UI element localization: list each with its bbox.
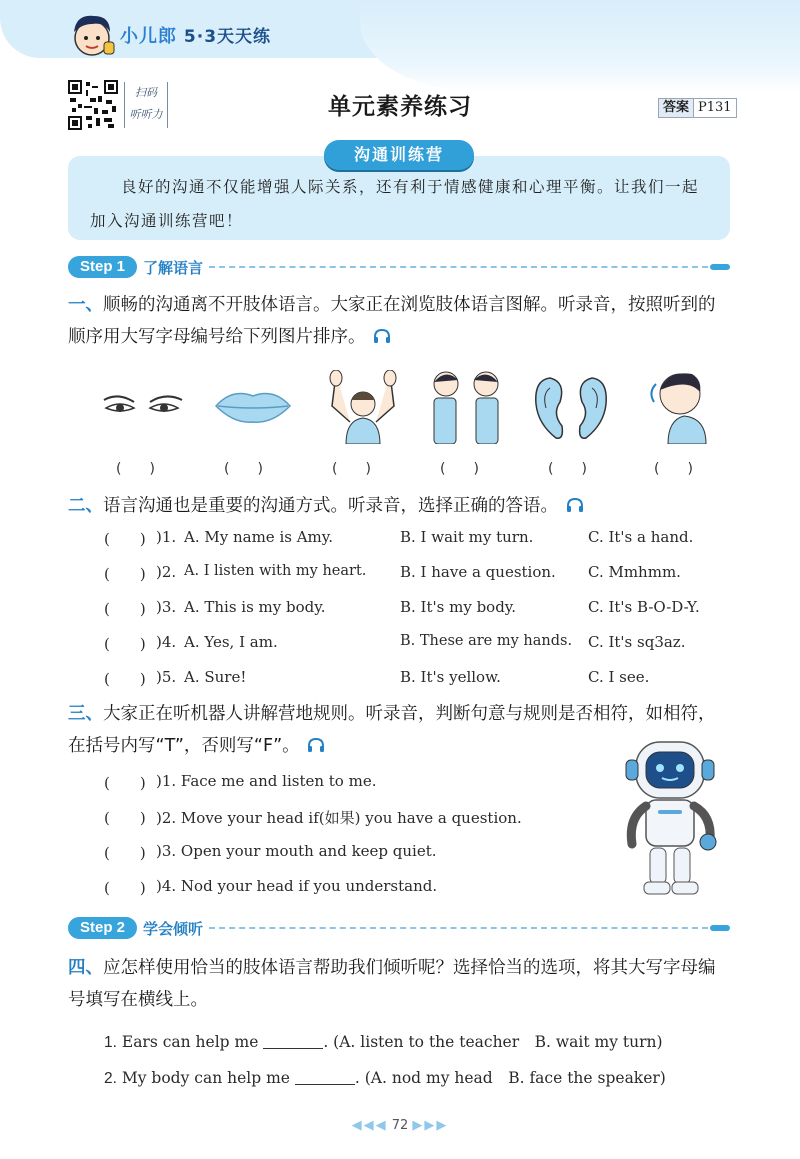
q2-option-a: A. Sure! <box>184 668 247 686</box>
q3-text: 大家正在听机器人讲解营地规则。听录音，判断句意与规则是否相符，如相符，在括号内写“T”，否则写“F”。 <box>68 704 716 756</box>
answer-reference <box>658 98 737 118</box>
face-to-face-picture <box>424 368 508 444</box>
step1-title: 了解语言 <box>143 258 204 277</box>
header-band-curve <box>360 0 800 92</box>
q2-option-b: B. I wait my turn. <box>400 528 534 546</box>
q2-item-number: )3. <box>156 598 177 616</box>
q4-number: 四、 <box>68 958 103 978</box>
q3-answer-paren[interactable]: ( ) <box>104 844 146 862</box>
q3-row-1 <box>0 772 620 796</box>
page-number: 72 <box>391 1118 409 1133</box>
q3-statement: )4. Nod your head if you understand. <box>156 877 438 895</box>
q2-option-c: C. I see. <box>588 668 650 686</box>
q2-option-c: C. It's sq3az. <box>588 633 686 651</box>
q2-option-c: C. It's a hand. <box>588 528 694 546</box>
q3-answer-paren[interactable]: ( ) <box>104 879 146 897</box>
q4-item-number: 2. <box>104 1070 117 1087</box>
q2-heading <box>68 490 718 522</box>
answer-page: P131 <box>698 100 732 115</box>
lips-picture <box>212 384 294 428</box>
q4-item-options: . (A. nod my head B. face the speaker) <box>354 1069 666 1087</box>
step2-pencil-icon <box>710 925 730 931</box>
step1-pill: Step 1 <box>68 256 137 278</box>
q2-option-a: A. This is my body. <box>184 598 326 616</box>
q1-heading <box>68 289 718 353</box>
q1-paren-5[interactable]: ( ) <box>548 461 587 477</box>
q2-text: 语言沟通也是重要的沟通方式。听录音，选择正确的答语。 <box>103 496 558 516</box>
page-footer <box>0 1118 800 1133</box>
q1-paren-4[interactable]: ( ) <box>440 461 479 477</box>
q3-statement: )1. Face me and listen to me. <box>156 772 377 790</box>
q2-item-number: )2. <box>156 563 177 581</box>
headphones-icon <box>566 498 584 513</box>
q3-number: 三、 <box>68 704 103 724</box>
q2-option-a: A. My name is Amy. <box>184 528 334 546</box>
q2-option-c: C. It's B-O-D-Y. <box>588 598 700 616</box>
q4-item-options: . (A. listen to the teacher B. wait my turn) <box>323 1033 663 1051</box>
intro-text: 良好的沟通不仅能增强人际关系，还有利于情感健康和心理平衡。让我们一起加入沟通训练营吧！ <box>90 178 700 230</box>
q1-paren-1[interactable]: ( ) <box>116 461 155 477</box>
brand-main: 小儿郎 <box>120 26 177 47</box>
q4-text: 应怎样使用恰当的肢体语言帮助我们倾听呢？选择恰当的选项，将其大写字母编号填写在横线上。 <box>68 958 716 1010</box>
raised-hands-picture <box>322 370 404 444</box>
q2-row-3 <box>0 598 800 622</box>
q1-paren-2[interactable]: ( ) <box>224 461 263 477</box>
q3-statement: )2. Move your head if(如果) you have a question. <box>156 809 522 827</box>
step2-pill: Step 2 <box>68 917 137 939</box>
footer-right-arrows-icon: ▶▶▶ <box>412 1118 449 1133</box>
q2-option-b: B. It's my body. <box>400 598 517 616</box>
eyes-picture <box>100 384 186 424</box>
q2-answer-paren[interactable]: ( ) <box>104 565 146 583</box>
brand-title <box>120 22 271 48</box>
q2-item-number: )1. <box>156 528 177 546</box>
qr-caption-line2: 听听力 <box>129 108 163 121</box>
q3-statement: )3. Open your mouth and keep quiet. <box>156 842 437 860</box>
q2-answer-paren[interactable]: ( ) <box>104 635 146 653</box>
q3-answer-paren[interactable]: ( ) <box>104 774 146 792</box>
q2-number: 二、 <box>68 496 103 516</box>
q4-heading <box>68 952 718 1016</box>
q4-item-number: 1. <box>104 1034 117 1051</box>
page-title: 单元素养练习 <box>328 94 472 120</box>
q2-row-1 <box>0 528 800 552</box>
brand-sub: 5·3天天练 <box>183 27 272 47</box>
q2-answer-paren[interactable]: ( ) <box>104 600 146 618</box>
q2-option-a: A. Yes, I am. <box>184 633 278 651</box>
q2-option-b: B. These are my hands. <box>400 633 573 649</box>
q3-answer-paren[interactable]: ( ) <box>104 809 146 827</box>
q2-answer-paren[interactable]: ( ) <box>104 670 146 688</box>
q2-option-b: B. I have a question. <box>400 563 556 581</box>
q1-number: 一、 <box>68 295 103 315</box>
step1-pencil-icon <box>710 264 730 270</box>
step2-bar <box>68 917 730 939</box>
step1-dash <box>209 266 708 268</box>
q2-option-c: C. Mmhmm. <box>588 563 681 581</box>
step2-title: 学会倾听 <box>143 919 204 938</box>
ears-picture <box>530 374 612 444</box>
q4-answer-blank[interactable] <box>295 1071 355 1085</box>
headphones-icon <box>373 329 391 344</box>
q4-item-text: My body can help me <box>121 1069 290 1087</box>
footer-left-arrows-icon: ◀◀◀ <box>351 1118 388 1133</box>
q4-item-text: Ears can help me <box>121 1033 259 1051</box>
q4-item-1 <box>104 1030 663 1052</box>
qr-caption-line1: 扫码 <box>135 86 157 99</box>
mascot-boy-icon <box>64 8 120 64</box>
step2-dash <box>209 927 708 929</box>
q2-option-b: B. It's yellow. <box>400 668 501 686</box>
headphones-icon <box>307 738 325 753</box>
q2-item-number: )5. <box>156 668 177 686</box>
q2-item-number: )4. <box>156 633 177 651</box>
q4-item-2 <box>104 1066 666 1088</box>
q2-option-a: A. I listen with my heart. <box>184 563 367 579</box>
q1-text: 顺畅的沟通离不开肢体语言。大家正在浏览肢体语言图解。听录音，按照听到的顺序用大写字母编号给下列图片排序。 <box>68 295 716 347</box>
q4-answer-blank[interactable] <box>263 1035 323 1049</box>
q3-row-2 <box>0 807 620 831</box>
step1-bar <box>68 256 730 278</box>
q2-answer-paren[interactable]: ( ) <box>104 530 146 548</box>
q1-paren-3[interactable]: ( ) <box>332 461 371 477</box>
intro-banner: 沟通训练营 <box>324 140 474 170</box>
q2-row-2 <box>0 563 800 587</box>
answer-label: 答案 <box>659 99 694 117</box>
robot-picture <box>618 736 722 896</box>
q3-row-3 <box>0 842 620 866</box>
q2-row-5 <box>0 668 800 692</box>
q3-row-4 <box>0 877 620 901</box>
q2-row-4 <box>0 633 800 657</box>
nodding-head-picture <box>640 366 720 444</box>
q1-paren-6[interactable]: ( ) <box>654 461 693 477</box>
q1-answer-parens <box>0 458 800 476</box>
